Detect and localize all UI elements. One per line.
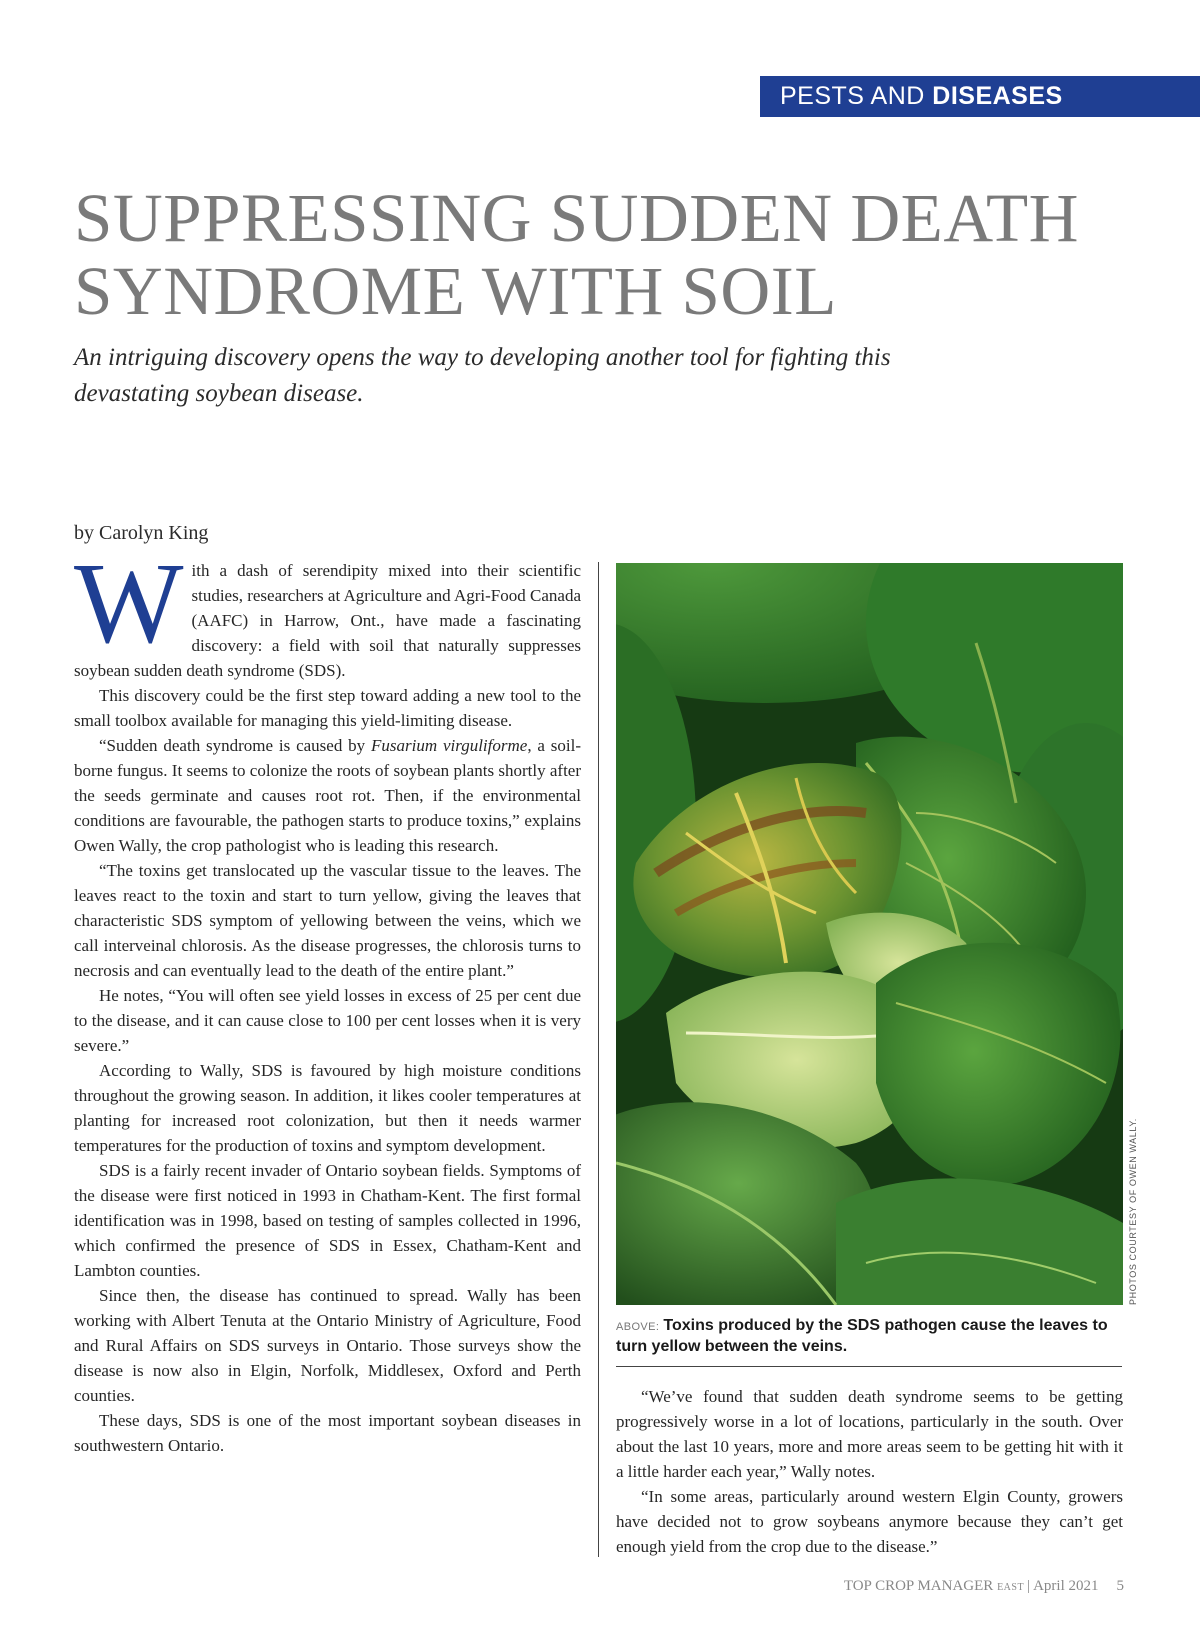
- column-divider: [598, 562, 599, 1557]
- article-paragraph-9: These days, SDS is one of the most important soybean diseases in southwestern Ontario.: [74, 1411, 581, 1455]
- article-paragraph-1-text: ith a dash of serendipity mixed into their scientific studies, researchers at Agriculture and Agri-Food Canada (AAFC) in Harrow, Ont., have made a fascinating discovery: a field with soil that naturally suppresses soybean sudden death syndrome (SDS).: [74, 561, 581, 680]
- section-label: [760, 76, 1200, 117]
- soybean-leaf-illustration: [616, 563, 1123, 1305]
- footer-date: April 2021: [1033, 1578, 1099, 1594]
- article-paragraph-10: “We’ve found that sudden death syndrome seems to be getting progressively worse in a lot of locations, particularly in the south. Over about the last 10 years, more and more areas seem to be getting hit with it a little harder each year,” Wally notes.: [616, 1387, 1123, 1481]
- soybean-leaf-photo: [616, 563, 1123, 1305]
- headline: [74, 182, 1184, 328]
- photo-credit: PHOTOS COURTESY OF OWEN WALLY.: [1128, 1118, 1138, 1305]
- article-paragraph-5: He notes, “You will often see yield losses in excess of 25 per cent due to the disease, and it can cause close to 100 per cent losses when it is very severe.”: [74, 986, 581, 1055]
- drop-cap: W: [74, 540, 184, 668]
- article-paragraph-8: Since then, the disease has continued to spread. Wally has been working with Albert Tenuta at the Ontario Ministry of Agriculture, Food and Rural Affairs on SDS surveys in Ontario. Those surveys show the disease is now also in Elgin, Norfolk, Middlesex, Oxford and Perth counties.: [74, 1286, 581, 1405]
- article-paragraph-11: “In some areas, particularly around western Elgin County, growers have decided not to grow soybeans anymore because they can’t get enough yield from the crop due to the disease.”: [616, 1487, 1123, 1556]
- headline-line-1: SUPPRESSING SUDDEN DEATH: [74, 180, 1079, 256]
- photo-caption: [616, 1316, 1126, 1357]
- article-column-right: [616, 1384, 1123, 1559]
- article-paragraph-3-after: , a soil-borne fungus. It seems to colonize the roots of soybean plants shortly after the seeds germinate and causes root rot. Then, if the environmental conditions are favourable, the pathogen starts to produce toxins,” explains Owen Wally, the crop pathologist who is leading this research.: [74, 736, 581, 855]
- section-label-light: PESTS AND: [780, 82, 933, 110]
- caption-divider: [616, 1366, 1122, 1367]
- article-column-left: [74, 540, 581, 1458]
- article-paragraph-3: [74, 733, 581, 858]
- byline: by Carolyn King: [74, 522, 209, 544]
- article-paragraph-2: This discovery could be the first step toward adding a new tool to the small toolbox available for managing this yield-limiting disease.: [74, 686, 581, 730]
- page-number: 5: [1116, 1578, 1124, 1594]
- footer-separator: |: [1027, 1578, 1031, 1594]
- article-paragraph-1: [74, 540, 581, 683]
- dek: An intriguing discovery opens the way to developing another tool for fighting this devastating soybean disease.: [74, 344, 891, 407]
- article-paragraph-3-before: “Sudden death syndrome is caused by: [99, 736, 371, 755]
- caption-text: Toxins produced by the SDS pathogen cause the leaves to turn yellow between the veins.: [616, 1317, 1108, 1355]
- section-label-bold: DISEASES: [932, 82, 1063, 110]
- article-paragraph-4: “The toxins get translocated up the vascular tissue to the leaves. The leaves react to the toxin and start to turn yellow, giving the leaves that characteristic SDS symptom of yellowing between the veins, which we call interveinal chlorosis. As the disease progresses, the chlorosis turns to necrosis and can eventually lead to the death of the entire plant.”: [74, 861, 581, 980]
- footer-magazine: TOP CROP MANAGER: [843, 1578, 994, 1594]
- footer-edition: EAST: [997, 1582, 1025, 1593]
- article-paragraph-3-italic: Fusarium virguliforme: [371, 736, 528, 755]
- article-paragraph-6: According to Wally, SDS is favoured by high moisture conditions throughout the growing season. In addition, it likes cooler temperatures at planting for increased root colonization, but then it needs warmer temperatures for the production of toxins and symptom development.: [74, 1061, 581, 1155]
- page-footer: [790, 1578, 1124, 1595]
- headline-line-2: SYNDROME WITH SOIL: [74, 253, 837, 329]
- caption-label: ABOVE:: [616, 1321, 660, 1333]
- article-paragraph-7: SDS is a fairly recent invader of Ontario soybean fields. Symptoms of the disease were first noticed in 1993 in Chatham-Kent. The first formal identification was in 1998, based on testing of samples collected in 1996, which confirmed the presence of SDS in Essex, Chatham-Kent and Lambton counties.: [74, 1161, 581, 1280]
